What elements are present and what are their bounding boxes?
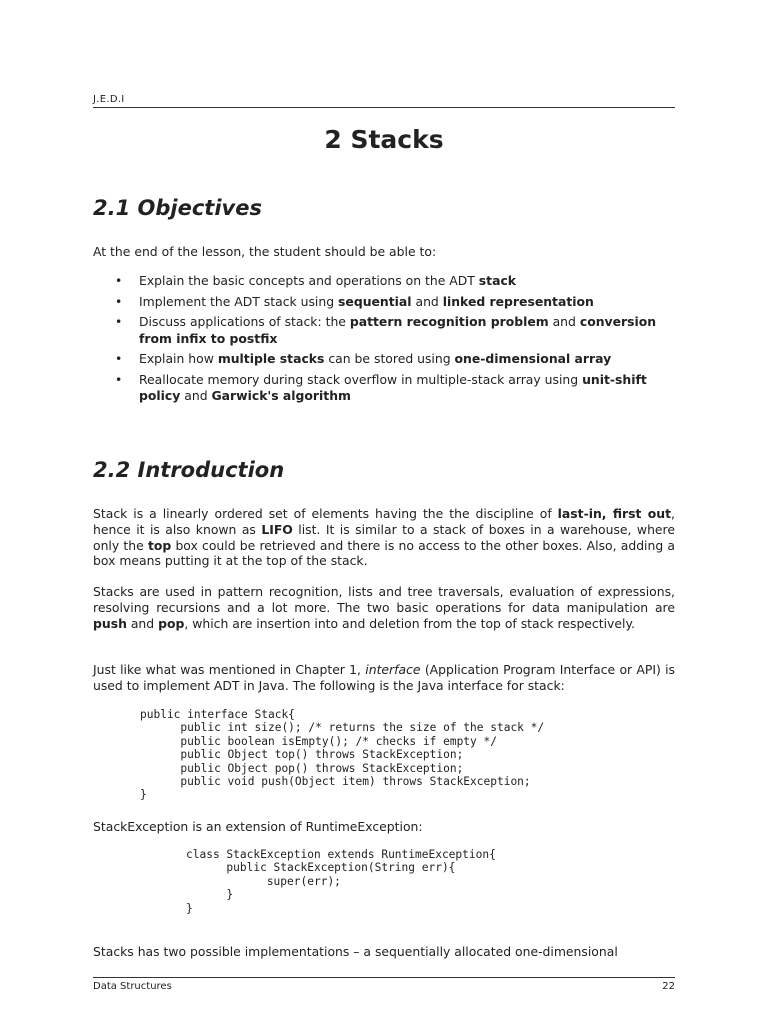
section-heading-introduction: 2.2 Introduction [93, 458, 285, 482]
paragraph-text-run: box could be retrieved and there is no access to the other boxes. Also, adding a box means putting it at the top of the stack. [93, 537, 676, 569]
objective-text-run: unit-shift policy [139, 371, 647, 403]
intro-paragraph-2 [93, 584, 675, 631]
objective-text-run: sequential [338, 293, 412, 309]
paragraph-text-run: pop [158, 615, 185, 631]
objective-text-run: and [180, 388, 212, 403]
paragraph-text-run: , which are insertion into and deletion from the top of stack respectively. [184, 615, 635, 631]
paragraph-text-run: LIFO [261, 521, 293, 537]
paragraph-text-run: Just like what was mentioned in Chapter 1, [93, 662, 366, 677]
paragraph-text-run: Stacks are used in pattern recognition, lists and tree traversals, evaluation of expressions, resolving recursions and a lot more. The two basic operations for data manipulation are [93, 584, 675, 615]
code-stack-exception: class StackException extends RuntimeException{ public StackException(String err){ super(err); } } [186, 848, 496, 915]
objective-text-run: multiple stacks [217, 351, 325, 366]
code-stack-interface: public interface Stack{ public int size(); /* returns the size of the stack */ public boolean isEmpty(); /* checks if empty */ public Object top() throws StackException; public Object pop() throws StackException; public void push(Object item) throws StackException; } [140, 708, 545, 802]
objective-text-run: Implement the ADT stack using [139, 293, 339, 309]
intro-paragraph-3 [93, 662, 675, 694]
paragraph-text-run: and [126, 615, 159, 631]
bullet-icon: • [115, 293, 123, 309]
bullet-icon: • [115, 371, 123, 387]
objective-text-run: Explain how [139, 351, 218, 366]
objective-text-run: pattern recognition problem [349, 314, 549, 329]
bullet-icon: • [115, 273, 123, 288]
objective-text-run: Explain the basic concepts and operations on the ADT [139, 273, 479, 288]
objective-item [93, 273, 675, 290]
paragraph-text-run: interface [365, 662, 421, 677]
objective-text-run: and [548, 314, 580, 329]
paragraph-text-run: Stack is a linearly ordered set of elements having the the discipline of [93, 506, 558, 521]
objective-text-run: and [411, 293, 443, 309]
header-label: J.E.D.I [93, 94, 125, 105]
paragraph-text-run: top [147, 537, 172, 553]
objective-text-run: can be stored using [324, 351, 455, 366]
objective-item [93, 294, 675, 311]
objective-text-run: stack [478, 273, 517, 288]
objective-text-run: Garwick's algorithm [211, 388, 351, 403]
bullet-icon: • [115, 314, 123, 329]
objective-item [93, 314, 675, 347]
objective-text-run: conversion from infix to postfix [139, 314, 657, 346]
objective-text-run: Discuss applications of stack: the [139, 314, 350, 329]
intro-paragraph-1 [93, 506, 675, 569]
paragraph-text-run: list. It is similar to a stack of boxes in a warehouse, where only the [93, 521, 675, 553]
chapter-title: 2 Stacks [324, 125, 444, 154]
page-number: 22 [662, 981, 675, 992]
footer-rule [93, 977, 675, 978]
objective-item [93, 372, 675, 405]
section-heading-objectives: 2.1 Objectives [93, 196, 262, 220]
bullet-icon: • [115, 351, 123, 366]
code2-intro: StackException is an extension of RuntimeException: [93, 819, 423, 834]
objective-item [93, 351, 675, 368]
paragraph-text-run: , hence it is also known as [93, 506, 675, 537]
paragraph-text-run: last-in, first out [557, 506, 672, 521]
footer-title: Data Structures [93, 981, 172, 992]
paragraph-text-run: (Application Program Interface or API) is used to implement ADT in Java. The following is the Java interface for stack: [93, 662, 675, 693]
paragraph-text-run: push [93, 615, 127, 631]
objective-text-run: linked representation [442, 293, 594, 309]
objective-text-run: one-dimensional array [454, 351, 612, 366]
objectives-intro: At the end of the lesson, the student should be able to: [93, 244, 437, 259]
objectives-list [93, 273, 675, 409]
objective-text-run: Reallocate memory during stack overflow in multiple-stack array using [139, 371, 583, 387]
closing-paragraph: Stacks has two possible implementations – a sequentially allocated one-dimensional [93, 944, 618, 959]
header-rule [93, 107, 675, 108]
